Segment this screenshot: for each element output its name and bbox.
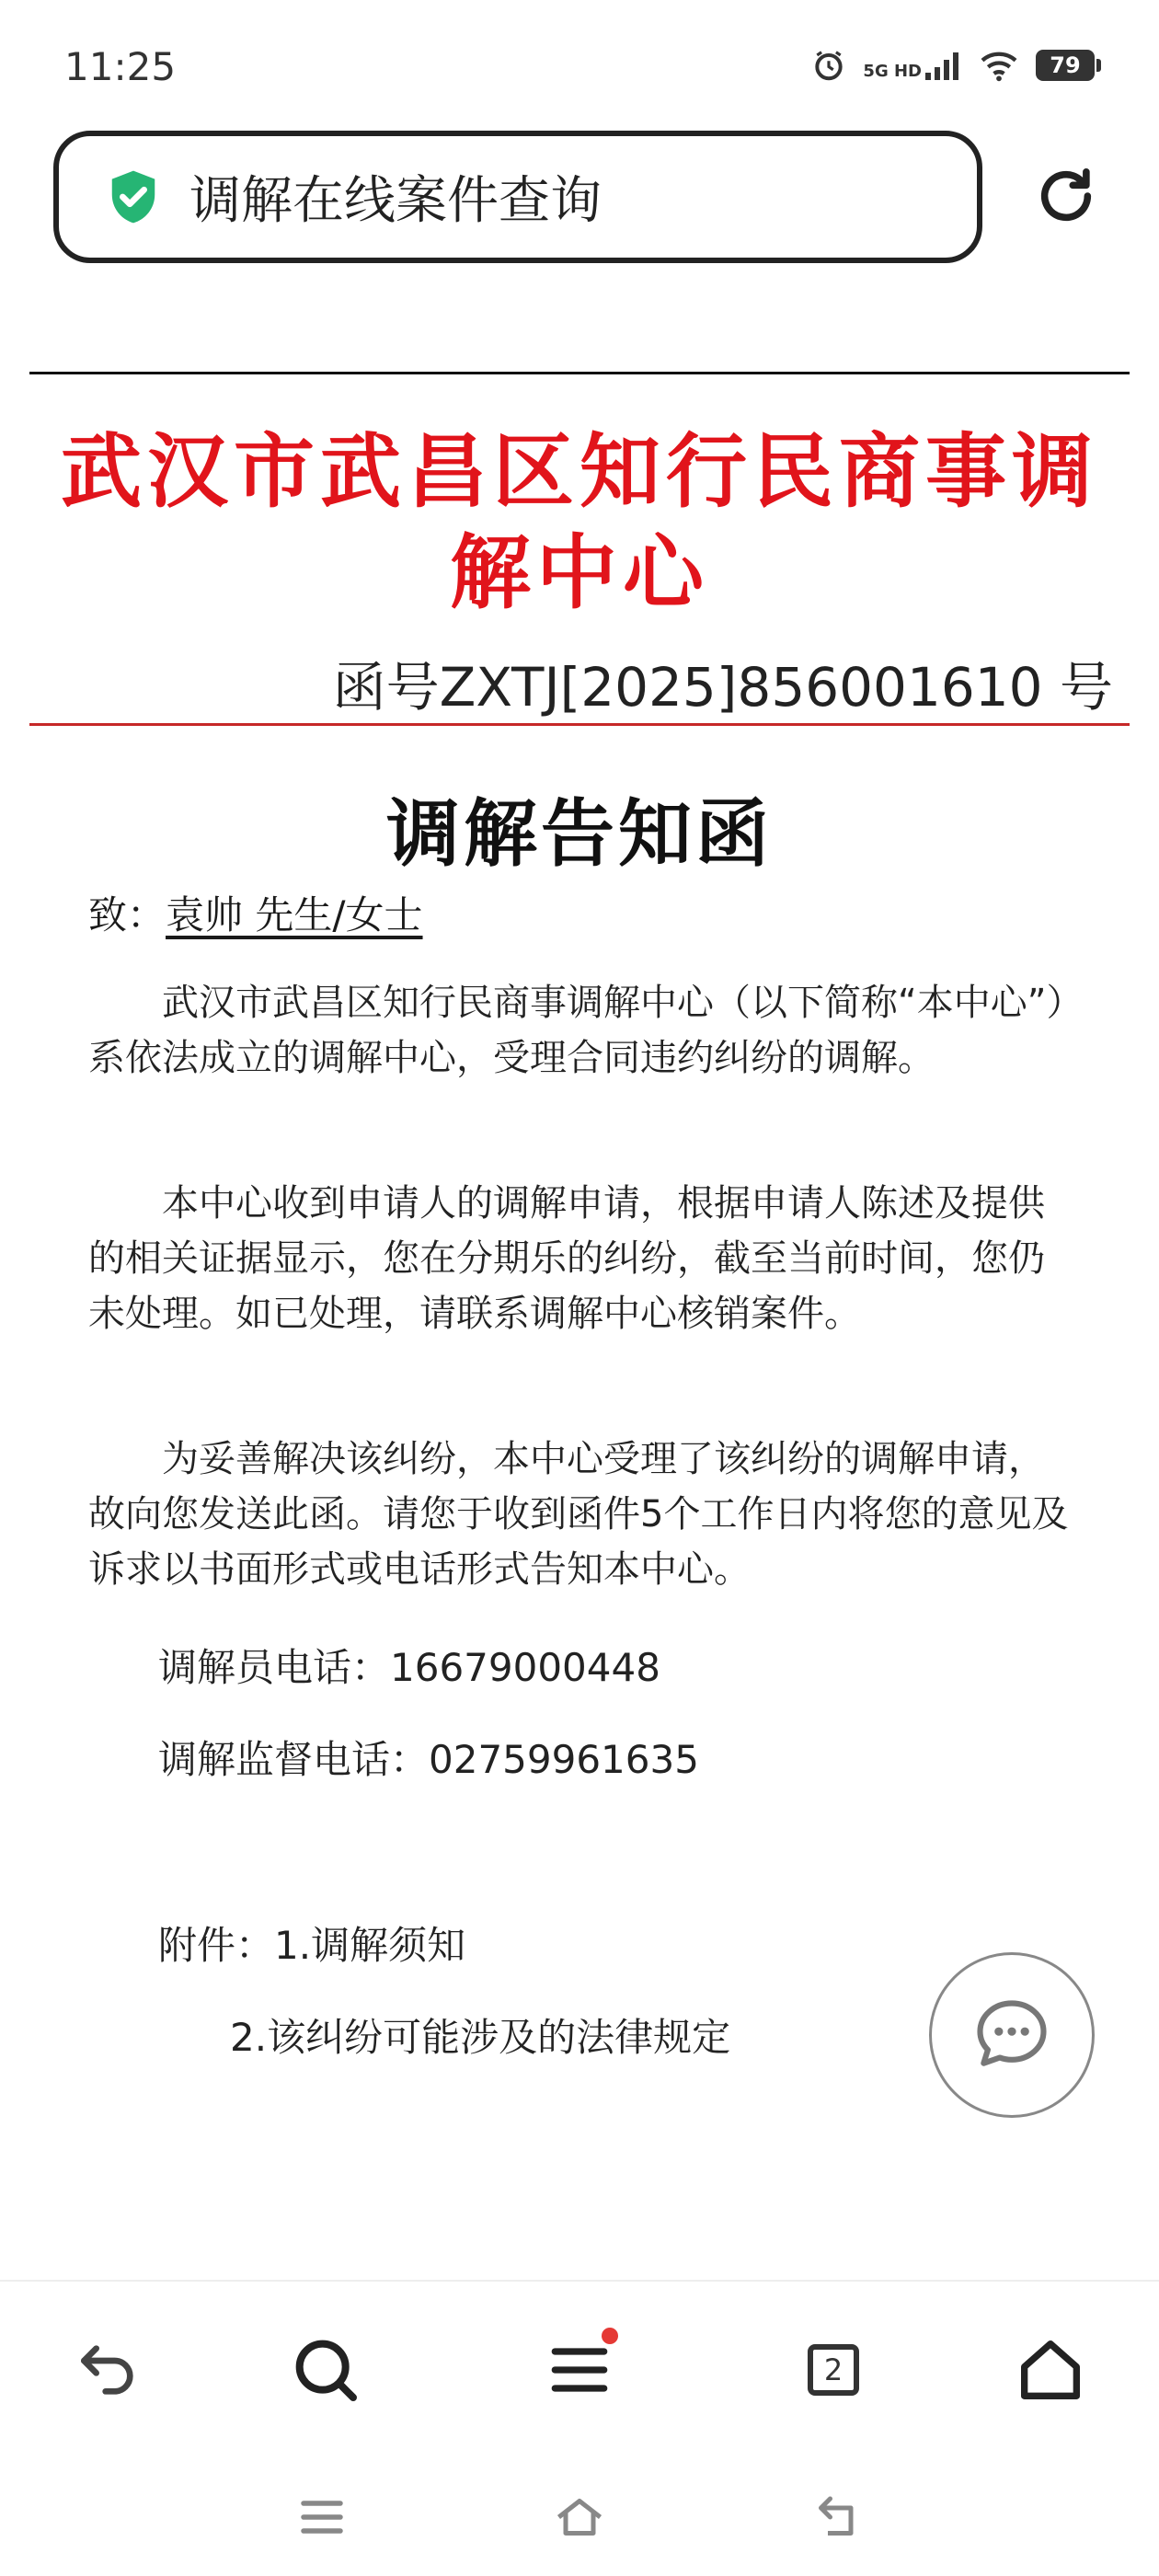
- home-icon[interactable]: [1014, 2333, 1087, 2407]
- paragraph-case: 本中心收到申请人的调解申请，根据申请人陈述及提供的相关证据显示，您在分期乐的纠纷，截至当前时间，您仍未处理。如已处理，请联系调解中心核销案件。: [88, 1182, 1045, 1335]
- menu-icon: [543, 2333, 616, 2407]
- header-divider-red: [29, 723, 1130, 726]
- url-title: 调解在线案件查询: [189, 171, 602, 231]
- back-icon[interactable]: [72, 2333, 145, 2407]
- attachment-1: 附件：1.调解须知: [158, 1923, 466, 1968]
- paragraph-intro: 武汉市武昌区知行民商事调解中心（以下简称“本中心”）系依法成立的调解中心，受理合同违约纠纷的调解。: [88, 982, 1065, 1079]
- battery-indicator: 79: [1036, 50, 1095, 81]
- status-icons: [811, 48, 1095, 83]
- wifi-icon: [979, 49, 1019, 82]
- system-home-icon[interactable]: [552, 2490, 607, 2545]
- search-icon[interactable]: [289, 2333, 362, 2407]
- mediator-phone: 调解员电话：16679000448: [158, 1645, 660, 1690]
- paragraph-request: 为妥善解决该纠纷，本中心受理了该纠纷的调解申请，故向您发送此函。请您于收到函件5个工作日内将您的意见及诉求以书面形式或电话形式告知本中心。: [88, 1438, 1069, 1591]
- shield-check-icon: [105, 168, 162, 225]
- recipient-name: 袁帅 先生/女士: [166, 892, 423, 937]
- attachment-2: 2.该纠纷可能涉及的法律规定: [230, 2015, 731, 2060]
- tabs-button[interactable]: [797, 2333, 870, 2407]
- recent-apps-icon[interactable]: [294, 2490, 350, 2545]
- notice-title: 调解告知函: [386, 791, 773, 877]
- alarm-icon: [811, 48, 846, 83]
- recipient-prefix: 致：: [88, 892, 166, 937]
- menu-button[interactable]: [543, 2333, 616, 2407]
- notification-dot: [602, 2328, 618, 2344]
- refresh-icon[interactable]: [1034, 164, 1098, 228]
- status-time: 11:25: [64, 44, 177, 89]
- signal-icon: [925, 51, 962, 80]
- organization-title: 武汉市武昌区知行民商事调解中心: [60, 424, 1098, 620]
- url-bar[interactable]: [53, 131, 982, 263]
- recipient-line: [88, 885, 423, 940]
- document-number: 函号ZXTJ[2025]856001610 号: [332, 656, 1113, 719]
- system-back-icon[interactable]: [809, 2490, 865, 2545]
- network-label: 5G HD: [863, 62, 922, 81]
- chat-button[interactable]: [929, 1952, 1095, 2118]
- network-indicator: [863, 51, 962, 80]
- tabs-icon: 2: [808, 2344, 859, 2396]
- supervision-phone: 调解监督电话：02759961635: [158, 1737, 699, 1782]
- header-divider-top: [29, 372, 1130, 374]
- browser-toolbar: [0, 2280, 1159, 2456]
- chat-icon: [970, 1993, 1054, 2077]
- system-nav-bar: [0, 2455, 1159, 2576]
